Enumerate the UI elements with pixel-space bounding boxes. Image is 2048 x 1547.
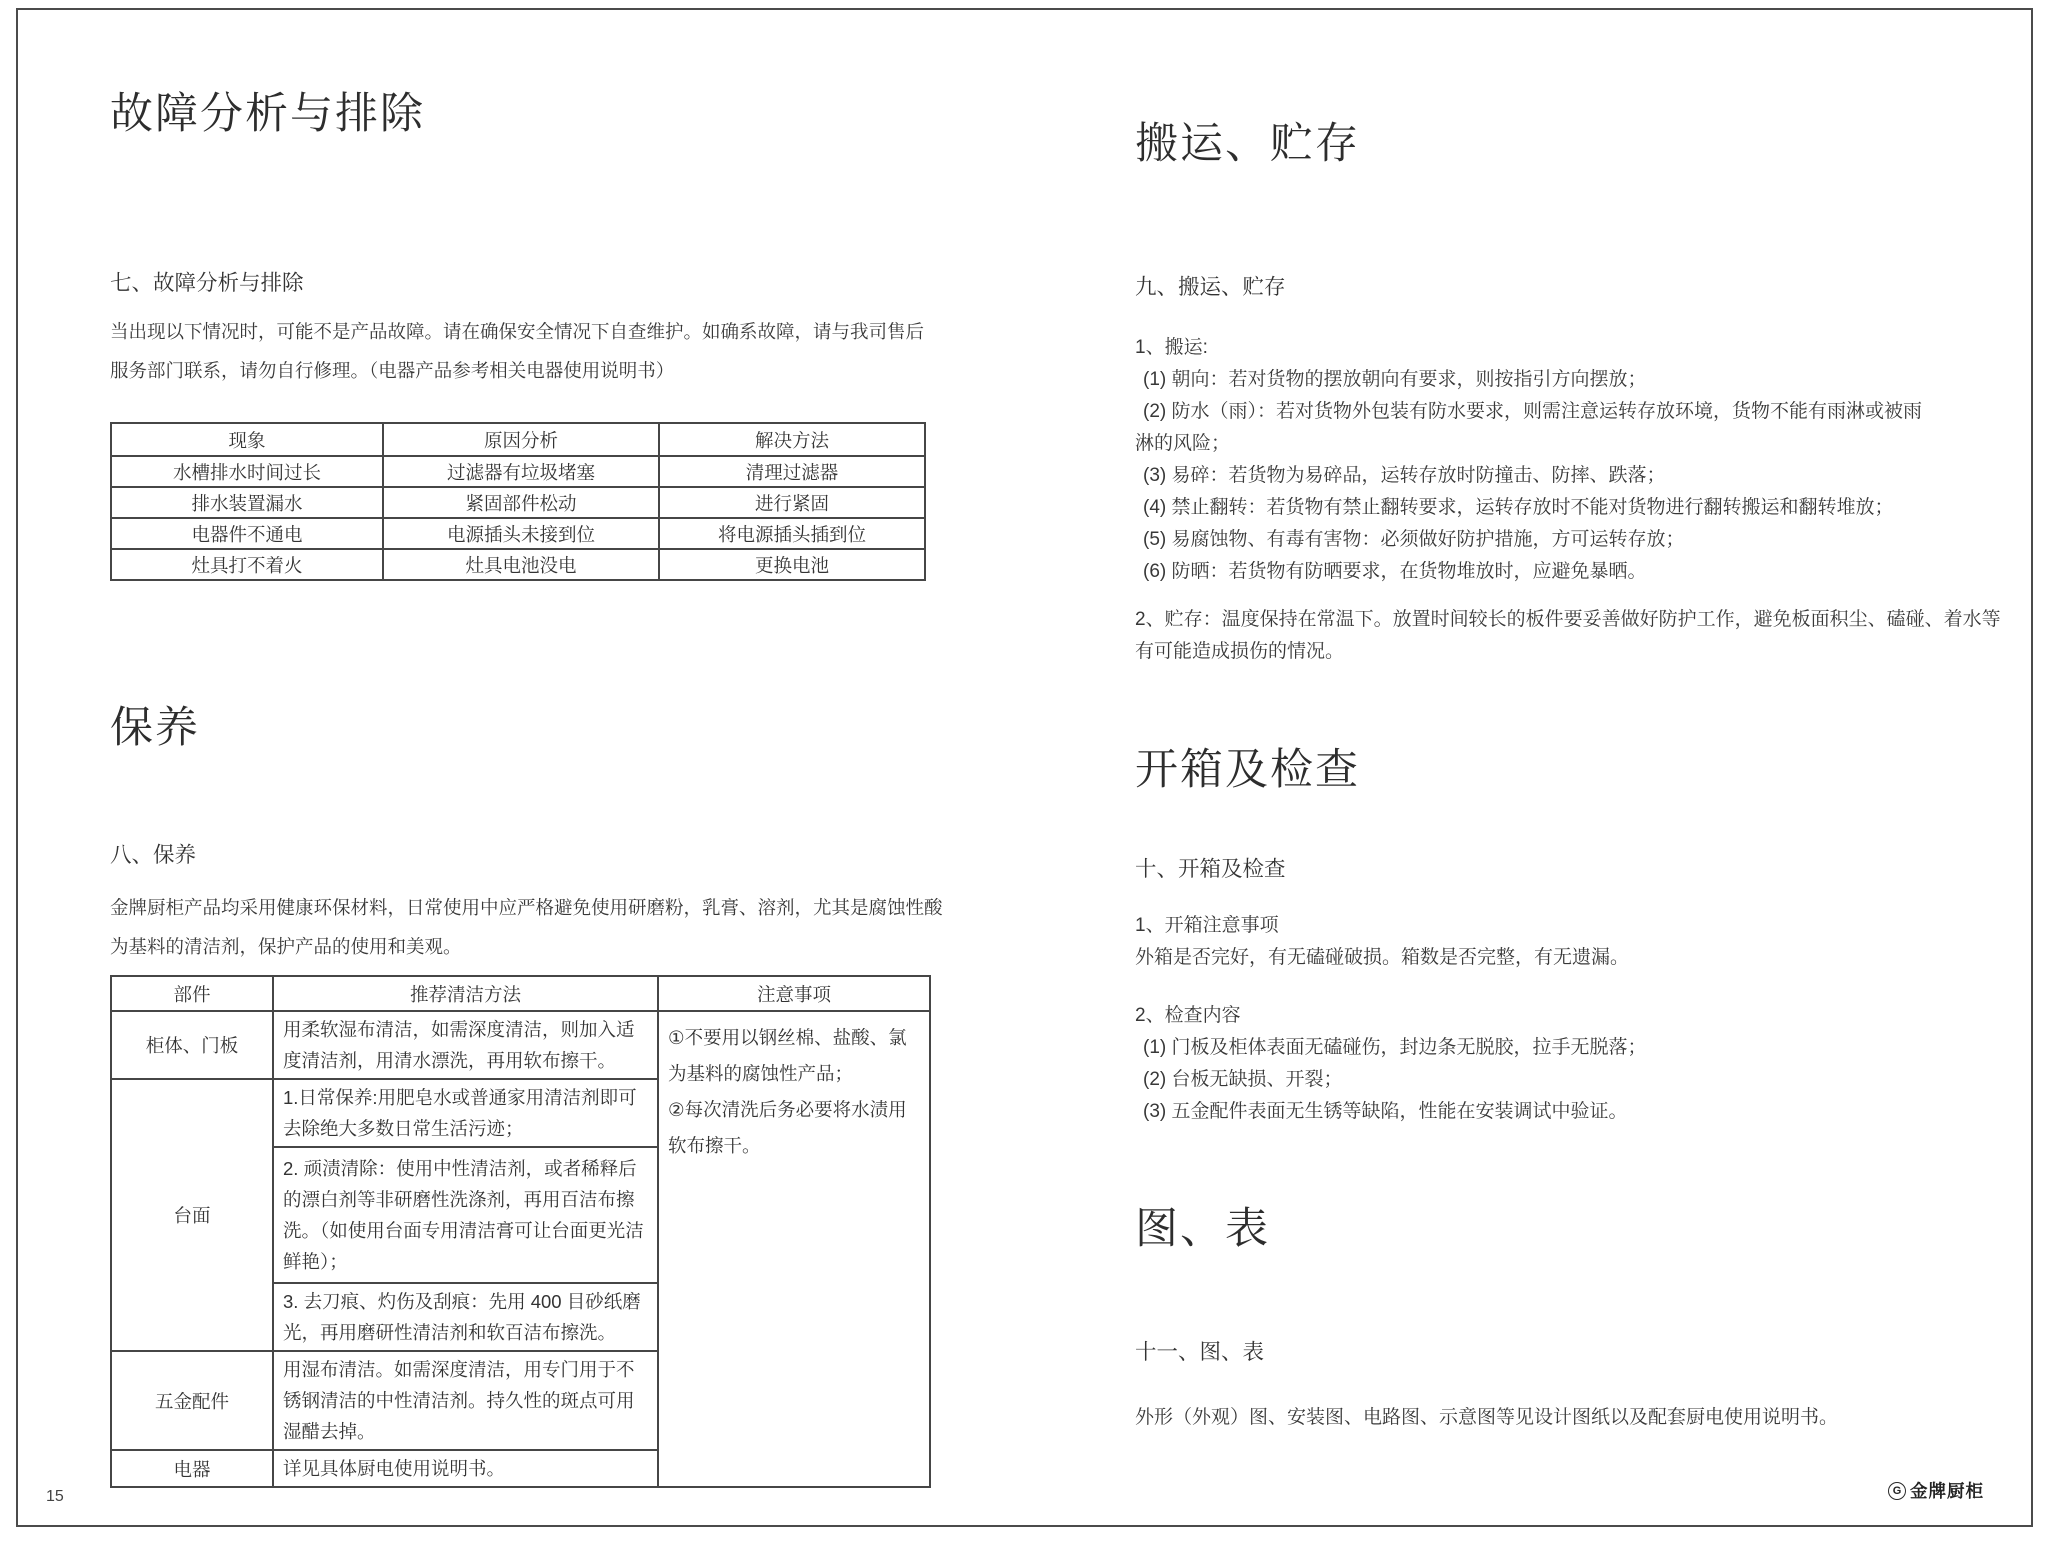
fault-cell: 电器件不通电	[111, 518, 383, 549]
care-method-cabinet: 用柔软湿布清洁，如需深度清洁，则加入适度清洁剂，用清水漂洗，再用软布擦干。	[273, 1011, 658, 1079]
transport-item-3: (3) 易碎：若货物为易碎品，运转存放时防撞击、防摔、跌落；	[1143, 465, 1666, 486]
fault-intro-paragraph: 当出现以下情况时，可能不是产品故障。请在确保安全情况下自查维护。如确系故障，请与我司售后服务部门联系，请勿自行修理。（电器产品参考相关电器使用说明书）	[110, 321, 925, 381]
transport-item-4: (4) 禁止翻转：若货物有禁止翻转要求，运转存放时不能对货物进行翻转搬运和翻转堆放；	[1143, 497, 1894, 518]
storage-paragraph: 2、贮存：温度保持在常温下。放置时间较长的板件要妥善做好防护工作，避免板面积尘、磕碰、着水等有可能造成损伤的情况。	[1135, 609, 2001, 662]
fault-cell: 灶具打不着火	[111, 549, 383, 580]
brand-g-icon: G	[1888, 1482, 1906, 1500]
care-col-part: 部件	[111, 976, 273, 1011]
figures-body: 外形（外观）图、安装图、电路图、示意图等见设计图纸以及配套厨电使用说明书。	[1135, 1407, 1839, 1428]
figures-section-heading: 十一、图、表	[1135, 1340, 1265, 1364]
unpack-section-title: 开箱及检查	[1135, 746, 1360, 794]
care-method-appliance: 详见具体厨电使用说明书。	[273, 1450, 658, 1487]
unpack-notes-block	[1135, 910, 2015, 974]
care-part-countertop: 台面	[111, 1079, 273, 1351]
transport-label: 1、搬运:	[1135, 337, 1208, 358]
care-section-title: 保养	[110, 704, 200, 752]
care-part-appliance: 电器	[111, 1450, 273, 1487]
care-note-1: ①不要用以钢丝棉、盐酸、氯为基料的腐蚀性产品；	[668, 1027, 907, 1084]
care-table-header-row	[111, 976, 930, 1011]
transport-item-2: (2) 防水（雨）：若对货物外包装有防水要求，则需注意运转存放环境，货物不能有雨淋或被雨淋的风险；	[1135, 401, 1923, 454]
fault-cell: 紧固部件松动	[383, 487, 659, 518]
transport-list	[1135, 332, 1925, 588]
check-item-3: (3) 五金配件表面无生锈等缺陷，性能在安装调试中验证。	[1143, 1101, 1628, 1122]
fault-cell: 过滤器有垃圾堵塞	[383, 456, 659, 487]
figures-body-block	[1135, 1402, 2015, 1434]
figures-section-title: 图、表	[1135, 1205, 1270, 1253]
table-row	[111, 487, 925, 518]
fault-cell: 将电源插头插到位	[659, 518, 925, 549]
storage-paragraph-block	[1135, 604, 2015, 668]
fault-cell: 更换电池	[659, 549, 925, 580]
fault-cell: 电源插头未接到位	[383, 518, 659, 549]
transport-section-title: 搬运、贮存	[1135, 120, 1360, 168]
care-notes-cell	[658, 1011, 930, 1487]
care-note-2: ②每次清洗后务必要将水渍用软布擦干。	[668, 1099, 907, 1156]
care-method-countertop-2: 2. 顽渍清除：使用中性清洁剂，或者稀释后的漂白剂等非研磨性洗涤剂，再用百洁布擦洗。（如使用台面专用清洁膏可让台面更光洁鲜艳）；	[273, 1147, 658, 1283]
fault-table-header-row	[111, 423, 925, 456]
fault-cell: 排水装置漏水	[111, 487, 383, 518]
care-table	[110, 975, 931, 1488]
left-page	[110, 0, 943, 1547]
check-item-1: (1) 门板及柜体表面无磕碰伤，封边条无脱胶，拉手无脱落；	[1143, 1037, 1647, 1058]
check-list-block	[1135, 1000, 2015, 1128]
brand-name: 金牌厨柜	[1910, 1481, 1984, 1501]
care-method-hardware: 用湿布清洁。如需深度清洁，用专门用于不锈钢清洁的中性清洁剂。持久性的斑点可用湿醋去掉。	[273, 1351, 658, 1450]
table-row	[111, 518, 925, 549]
fault-col-solution: 解决方法	[659, 423, 925, 456]
fault-cell: 进行紧固	[659, 487, 925, 518]
fault-section-title: 故障分析与排除	[110, 90, 425, 138]
unpack-note-text: 外箱是否完好，有无磕碰破损。箱数是否完整，有无遗漏。	[1135, 947, 1630, 968]
unpack-note-label: 1、开箱注意事项	[1135, 915, 1279, 936]
fault-cell: 清理过滤器	[659, 456, 925, 487]
fault-table	[110, 422, 926, 581]
brand-logo	[1888, 1478, 1984, 1503]
care-part-hardware: 五金配件	[111, 1351, 273, 1450]
fault-col-phenomenon: 现象	[111, 423, 383, 456]
transport-item-1: (1) 朝向：若对货物的摆放朝向有要求，则按指引方向摆放；	[1143, 369, 1647, 390]
transport-item-6: (6) 防晒：若货物有防晒要求，在货物堆放时，应避免暴晒。	[1143, 561, 1647, 582]
check-item-2: (2) 台板无缺损、开裂；	[1143, 1069, 1343, 1090]
care-intro-paragraph: 金牌厨柜产品均采用健康环保材料，日常使用中应严格避免使用研磨粉，乳膏、溶剂，尤其是腐蚀性酸为基料的清洁剂，保护产品的使用和美观。	[110, 897, 943, 957]
check-label: 2、检查内容	[1135, 1005, 1241, 1026]
care-method-countertop-1: 1.日常保养:用肥皂水或普通家用清洁剂即可去除绝大多数日常生活污迹；	[273, 1079, 658, 1147]
fault-cell: 水槽排水时间过长	[111, 456, 383, 487]
page-number: 15	[46, 1488, 64, 1505]
transport-section-heading: 九、搬运、贮存	[1135, 275, 1286, 299]
table-row	[111, 549, 925, 580]
right-page	[1135, 0, 2025, 1547]
care-col-notes: 注意事项	[658, 976, 930, 1011]
table-row	[111, 456, 925, 487]
care-col-method: 推荐清洁方法	[273, 976, 658, 1011]
care-part-cabinet: 柜体、门板	[111, 1011, 273, 1079]
care-section-heading: 八、保养	[110, 843, 197, 867]
transport-item-5: (5) 易腐蚀物、有毒有害物：必须做好防护措施，方可运转存放；	[1143, 529, 1685, 550]
unpack-section-heading: 十、开箱及检查	[1135, 857, 1286, 881]
care-method-countertop-3: 3. 去刀痕、灼伤及刮痕：先用 400 目砂纸磨光，再用磨研性清洁剂和软百洁布擦洗。	[273, 1283, 658, 1351]
fault-col-cause: 原因分析	[383, 423, 659, 456]
fault-section-heading: 七、故障分析与排除	[110, 271, 304, 295]
table-row	[111, 1011, 930, 1079]
fault-cell: 灶具电池没电	[383, 549, 659, 580]
